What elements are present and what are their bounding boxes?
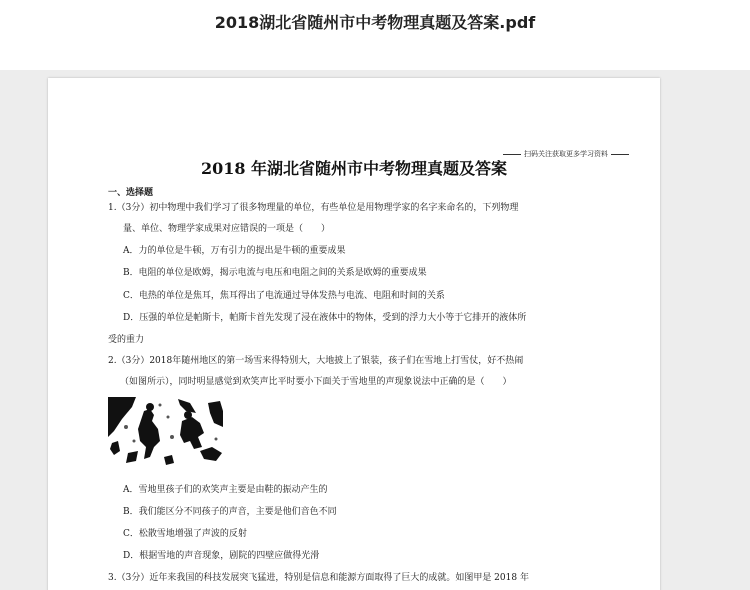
q2-option-b: B．我们能区分不同孩子的声音，主要是他们音色不同 bbox=[123, 507, 337, 517]
q1-option-d-line1: D．压强的单位是帕斯卡，帕斯卡首先发现了浸在液体中的物体，受到的浮力大小等于它排开的液体所 bbox=[123, 313, 527, 323]
viewer-header bbox=[0, 0, 750, 70]
file-title: 2018湖北省随州市中考物理真题及答案.pdf bbox=[214, 13, 536, 32]
scan-note-text: 扫码关注获取更多学习资料 bbox=[524, 150, 608, 158]
q1-stem-line1: 1.（3分）初中物理中我们学习了很多物理量的单位，有些单位是用物理学家的名字来命名的，下列物理 bbox=[108, 203, 519, 213]
q2-stem-line1: 2.（3分）2018年随州地区的第一场雪来得特别大，大地披上了银装，孩子们在雪地上打雪仗，好不热闹 bbox=[108, 356, 524, 366]
q1-option-c: C．电热的单位是焦耳，焦耳得出了电流通过导体发热与电流、电阻和时间的关系 bbox=[123, 291, 445, 301]
q2-stem-line2: （如图所示），同时明显感觉到欢笑声比平时要小下面关于雪地里的声现象说法中正确的是（ ） bbox=[120, 377, 512, 387]
q2-option-a: A．雪地里孩子们的欢笑声主要是由鞋的振动产生的 bbox=[123, 485, 328, 495]
q1-option-b: B．电阻的单位是欧姆，揭示电流与电压和电阻之间的关系是欧姆的重要成果 bbox=[123, 268, 427, 278]
q2-option-c: C．松散雪地增强了声波的反射 bbox=[123, 529, 247, 539]
snow-fight-photo bbox=[108, 397, 223, 469]
q1-stem-line2: 量、单位、物理学家成果对应错误的一项是（ ） bbox=[123, 224, 331, 234]
document-title: 2018 年湖北省随州市中考物理真题及答案 bbox=[200, 159, 508, 178]
q2-option-d: D．根据雪地的声音现象，剧院的四壁应做得光滑 bbox=[123, 551, 320, 561]
q1-option-a: A．力的单位是牛顿，万有引力的提出是牛顿的重要成果 bbox=[123, 246, 346, 256]
section-heading: 一、选择题 bbox=[108, 188, 154, 198]
q3-stem-line1: 3.（3分）近年来我国的科技发展突飞猛进，特别是信息和能源方面取得了巨大的成就。如图甲是 2018 年 bbox=[108, 573, 529, 583]
q1-option-d-line2: 受的重力 bbox=[108, 335, 145, 345]
document-page bbox=[48, 78, 660, 590]
